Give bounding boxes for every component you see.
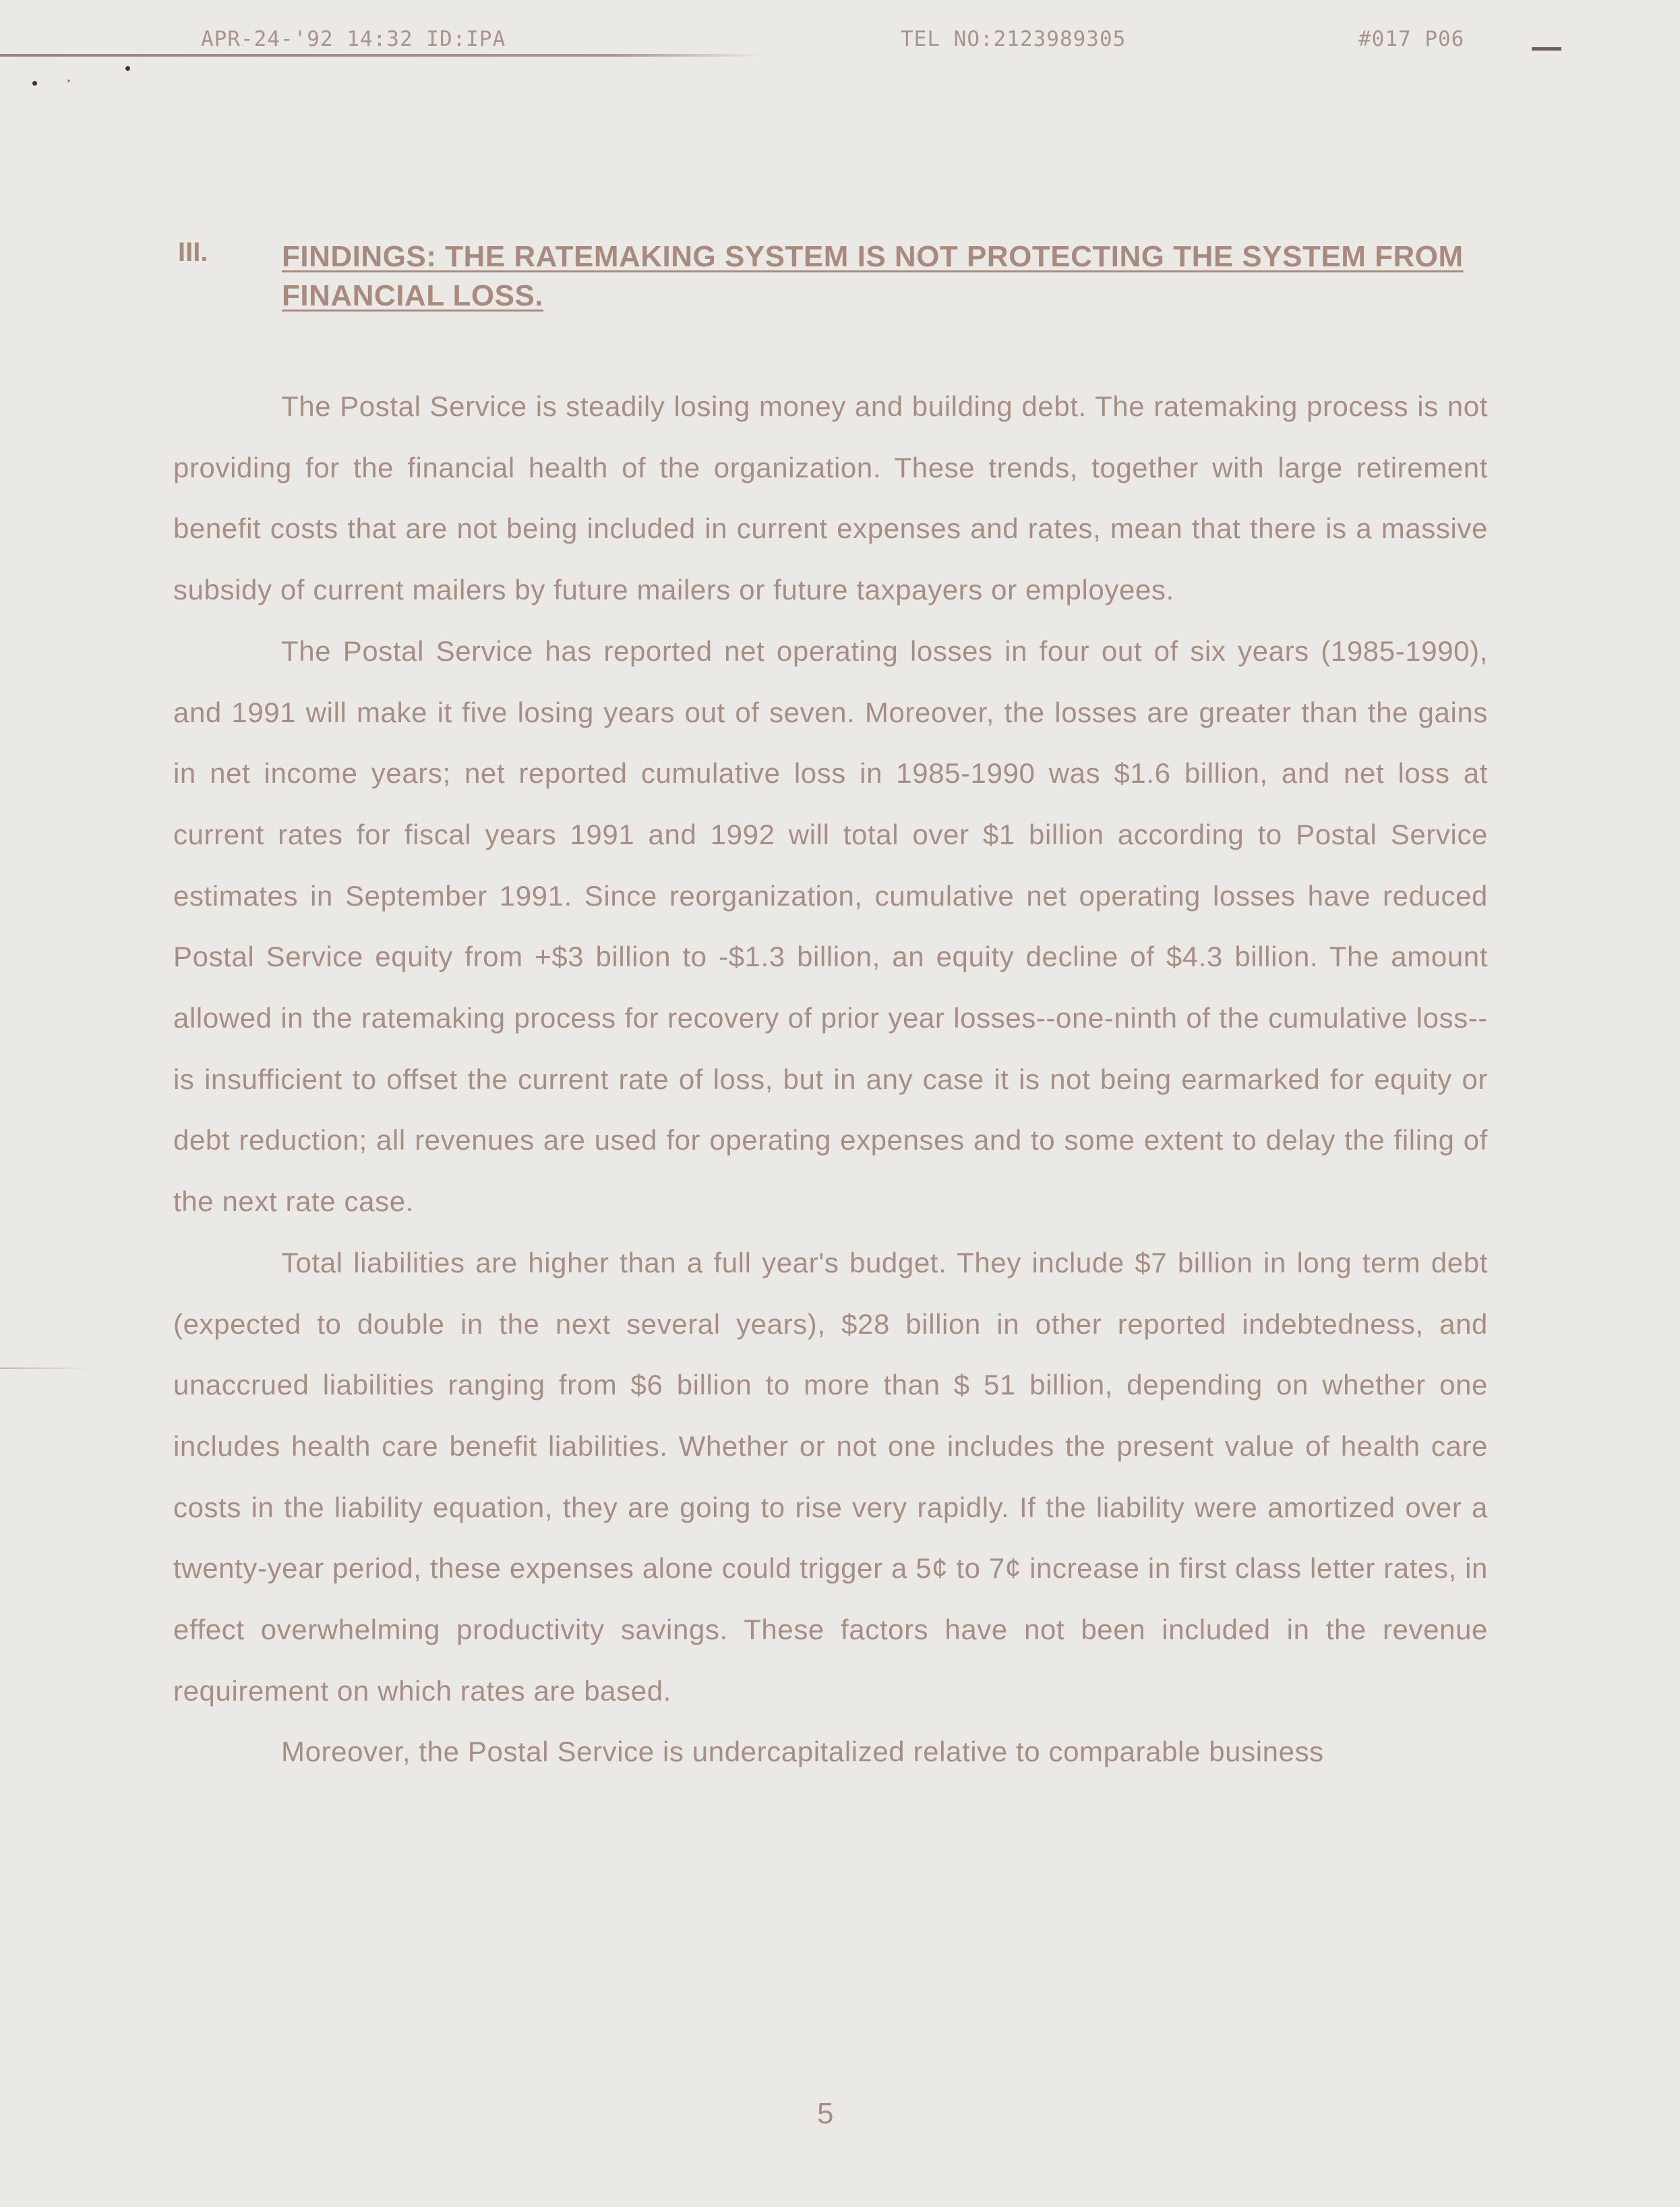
fax-header-rule [0, 54, 762, 57]
body-text [173, 376, 1488, 1783]
fax-header [0, 27, 1680, 54]
section-number: III. [178, 237, 208, 267]
paragraph-2: The Postal Service has reported net operating losses in four out of six years (1985-1990), and 1991 will make it five losing years out of seven. Moreover, the losses are greater than the gains in net income years; net reported cumulative loss in 1985-1990 was $1.6 billion, and net loss at current rates for fiscal years 1991 and 1992 will total over $1 billion according to Postal Service estimates in September 1991. Since reorganization, cumulative net operating losses have reduced Postal Service equity from +$3 billion to -$1.3 billion, an equity decline of $4.3 billion. The amount allowed in the ratemaking process for recovery of prior year losses--one-ninth of the cumulative loss--is insufficient to offset the current rate of loss, but in any case it is not being earmarked for equity or debt reduction; all revenues are used for operating expenses and to some extent to delay the filing of the next rate case. [173, 635, 1488, 1218]
paragraph-3: Total liabilities are higher than a full year's budget. They include $7 billion in long term debt (expected to double in the next several years), $28 billion in other reported indebtedness, and unaccrued liabilities ranging from $6 billion to more than $ 51 billion, depending on whether one includes health care benefit liabilities. Whether or not one includes the present value of health care costs in the liability equation, they are going to rise very rapidly. If the liability were amortized over a twenty-year period, these expenses alone could trigger a 5¢ to 7¢ increase in first class letter rates, in effect overwhelming productivity savings. These factors have not been included in the revenue requirement on which rates are based. [173, 1246, 1488, 1707]
scan-speck [32, 81, 37, 86]
section-title: FINDINGS: THE RATEMAKING SYSTEM IS NOT PROTECTING THE SYSTEM FROM FINANCIAL LOSS. [282, 240, 1464, 312]
paragraph-4: Moreover, the Postal Service is undercapitalized relative to comparable business [281, 1736, 1324, 1768]
fax-header-date-id: APR-24-'92 14:32 ID:IPA [201, 27, 506, 51]
fax-header-phone: TEL NO:2123989305 [901, 27, 1127, 51]
page-number: 5 [817, 2097, 834, 2130]
scan-speck [125, 66, 130, 71]
paragraph-1: The Postal Service is steadily losing money and building debt. The ratemaking process is not providing for the financial health of the organization. These trends, together with large retirement benefit costs that are not being included in current expenses and rates, mean that there is a massive subsidy of current mailers by future mailers or future taxpayers or employees. [173, 390, 1488, 606]
scan-speck [67, 80, 70, 82]
scan-edge-mark [0, 1367, 94, 1369]
fax-header-mark [1532, 47, 1561, 51]
fax-header-page-code: #017 P06 [1358, 27, 1465, 51]
